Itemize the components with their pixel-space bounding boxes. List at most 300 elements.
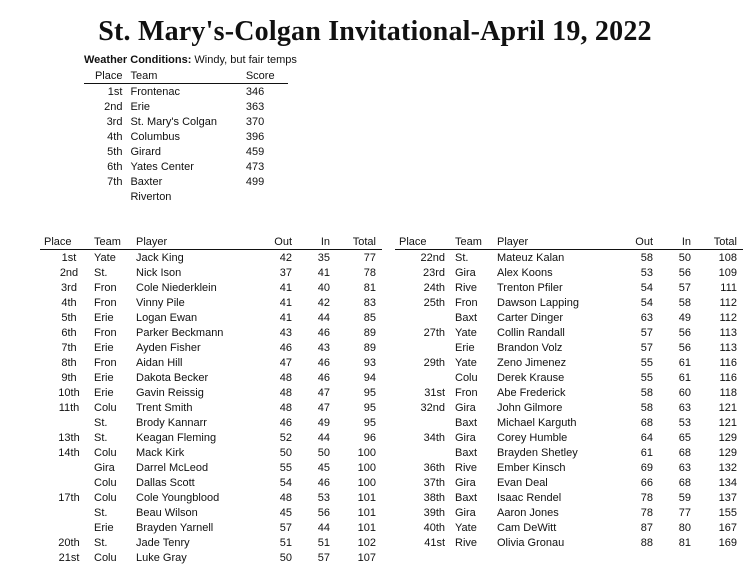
weather-value: Windy, but fair temps <box>194 54 297 66</box>
player-team-cell: St. <box>94 506 108 519</box>
player-in-cell: 58 <box>678 296 691 309</box>
player-total-cell: 81 <box>363 281 376 294</box>
player-team-cell: Colu <box>455 371 478 384</box>
player-place-cell <box>395 370 455 385</box>
player-team-cell: Colu <box>94 491 117 504</box>
player-total-cell: 83 <box>363 296 376 309</box>
player-team-cell: Rive <box>455 281 478 294</box>
player-place-cell: 34th <box>423 431 445 444</box>
player-out-cell: 46 <box>279 341 292 354</box>
player-team-cell: Colu <box>94 476 117 489</box>
player-out-cell: 48 <box>279 401 292 414</box>
player-name-cell: Corey Humble <box>497 431 568 444</box>
player-name-cell: Dawson Lapping <box>497 296 579 309</box>
team-name-cell: Erie <box>130 100 151 113</box>
player-place-cell <box>40 520 94 535</box>
player-team-cell: Fron <box>94 356 117 369</box>
player-team-cell: Yate <box>455 356 477 369</box>
player-place-cell: 4th <box>61 296 77 309</box>
team-name-cell: Frontenac <box>130 85 180 98</box>
player-row <box>395 460 743 475</box>
player-total-cell: 116 <box>719 356 737 369</box>
player-team-cell: Colu <box>94 551 117 564</box>
player-name-cell: John Gilmore <box>497 401 563 414</box>
player-in-cell: 49 <box>317 416 330 429</box>
player-out-cell: 55 <box>279 461 292 474</box>
team-score-cell: 459 <box>245 145 265 158</box>
player-name-cell: Brandon Volz <box>497 341 563 354</box>
player-total-cell: 132 <box>718 461 737 474</box>
player-team-cell: Erie <box>94 371 114 384</box>
player-total-cell: 101 <box>357 506 376 519</box>
player-out-cell: 78 <box>640 491 653 504</box>
player-row <box>395 385 743 400</box>
player-place-cell: 13th <box>58 431 80 444</box>
player-in-cell: 56 <box>678 266 691 279</box>
player-row <box>395 535 743 550</box>
player-out-cell: 41 <box>279 296 292 309</box>
player-out-cell: 63 <box>640 311 653 324</box>
player-name-cell: Brayden Shetley <box>497 446 578 459</box>
header-place: Place <box>40 235 94 250</box>
player-name-cell: Nick Ison <box>136 266 182 279</box>
player-row <box>40 385 382 400</box>
player-place-cell <box>395 415 455 430</box>
team-name-cell: Yates Center <box>130 160 194 173</box>
player-total-cell: 93 <box>363 356 376 369</box>
weather-conditions <box>84 54 297 66</box>
player-name-cell: Alex Koons <box>497 266 553 279</box>
player-out-cell: 57 <box>640 326 653 339</box>
player-out-cell: 88 <box>640 536 653 549</box>
player-total-cell: 94 <box>363 371 376 384</box>
player-in-cell: 53 <box>678 416 691 429</box>
player-total-cell: 129 <box>718 431 737 444</box>
player-place-cell: 20th <box>58 536 80 549</box>
header-score: Score <box>242 69 288 84</box>
player-place-cell: 38th <box>423 491 445 504</box>
player-row <box>40 355 382 370</box>
player-out-cell: 50 <box>279 551 292 564</box>
player-team-cell: Yate <box>94 251 116 264</box>
player-place-cell: 10th <box>58 386 80 399</box>
player-in-cell: 46 <box>317 326 330 339</box>
player-team-cell: St. <box>94 536 108 549</box>
player-out-cell: 54 <box>640 296 653 309</box>
player-total-cell: 108 <box>718 251 737 264</box>
player-in-cell: 46 <box>317 371 330 384</box>
player-place-cell <box>395 310 455 325</box>
player-place-cell: 7th <box>61 341 77 354</box>
player-name-cell: Michael Karguth <box>497 416 577 429</box>
player-place-cell: 5th <box>61 311 77 324</box>
player-out-cell: 54 <box>279 476 292 489</box>
player-in-cell: 80 <box>678 521 691 534</box>
player-team-cell: Fron <box>94 296 117 309</box>
player-row <box>40 370 382 385</box>
player-row <box>40 265 382 280</box>
player-place-cell: 39th <box>423 506 445 519</box>
player-row <box>40 400 382 415</box>
player-row <box>40 280 382 295</box>
player-row <box>40 460 382 475</box>
player-total-cell: 77 <box>363 251 376 264</box>
player-place-cell: 36th <box>423 461 445 474</box>
player-in-cell: 77 <box>678 506 691 519</box>
player-name-cell: Mateuz Kalan <box>497 251 565 264</box>
player-out-cell: 53 <box>640 266 653 279</box>
player-team-cell: Erie <box>94 341 114 354</box>
player-in-cell: 59 <box>678 491 691 504</box>
player-team-cell: Erie <box>455 341 475 354</box>
header-total: Total <box>340 235 382 250</box>
player-row <box>395 280 743 295</box>
player-total-cell: 118 <box>719 386 737 399</box>
player-out-cell: 55 <box>640 371 653 384</box>
player-total-cell: 155 <box>718 506 737 519</box>
player-in-cell: 44 <box>317 311 330 324</box>
player-in-cell: 44 <box>317 521 330 534</box>
team-place-cell <box>84 189 130 204</box>
team-name-cell: Girard <box>130 145 162 158</box>
player-in-cell: 45 <box>317 461 330 474</box>
player-total-cell: 102 <box>357 536 376 549</box>
player-place-cell: 11th <box>58 401 80 414</box>
player-place-cell: 32nd <box>420 401 445 414</box>
team-score-cell: 499 <box>245 175 265 188</box>
player-place-cell: 9th <box>61 371 77 384</box>
player-name-cell: Zeno Jimenez <box>497 356 567 369</box>
player-row <box>395 295 743 310</box>
player-out-cell: 42 <box>279 251 292 264</box>
player-name-cell: Ember Kinsch <box>497 461 566 474</box>
player-row <box>395 355 743 370</box>
player-team-cell: Colu <box>94 401 117 414</box>
team-place-cell: 4th <box>107 130 123 143</box>
player-team-cell: Gira <box>455 401 476 414</box>
player-name-cell: Logan Ewan <box>136 311 198 324</box>
player-place-cell: 21st <box>58 551 80 564</box>
player-out-cell: 48 <box>279 371 292 384</box>
team-row <box>84 144 288 159</box>
team-score-cell: 363 <box>245 100 265 113</box>
player-total-cell: 134 <box>718 476 737 489</box>
player-in-cell: 51 <box>317 536 330 549</box>
team-name-cell: Columbus <box>130 130 180 143</box>
player-team-cell: Colu <box>94 446 117 459</box>
player-place-cell: 17th <box>58 491 80 504</box>
header-player: Player <box>497 235 617 250</box>
player-team-cell: St. <box>94 416 108 429</box>
player-out-cell: 55 <box>640 356 653 369</box>
player-team-cell: Gira <box>455 476 476 489</box>
player-row <box>40 325 382 340</box>
player-name-cell: Cam DeWitt <box>497 521 557 534</box>
player-total-cell: 89 <box>363 326 376 339</box>
player-row <box>395 265 743 280</box>
player-out-cell: 58 <box>640 401 653 414</box>
player-row <box>395 430 743 445</box>
player-out-cell: 48 <box>279 491 292 504</box>
player-name-cell: Collin Randall <box>497 326 565 339</box>
player-name-cell: Dallas Scott <box>136 476 195 489</box>
team-score-cell: 396 <box>245 130 265 143</box>
player-row <box>40 475 382 490</box>
player-total-cell: 113 <box>719 341 737 354</box>
player-row <box>40 415 382 430</box>
player-total-cell: 107 <box>357 551 376 564</box>
player-team-cell: Erie <box>94 521 114 534</box>
player-place-cell: 25th <box>423 296 445 309</box>
player-row <box>40 535 382 550</box>
player-team-cell: Rive <box>455 536 478 549</box>
player-total-cell: 78 <box>363 266 376 279</box>
team-row <box>84 99 288 114</box>
player-team-cell: Erie <box>94 386 114 399</box>
player-place-cell: 41st <box>424 536 445 549</box>
player-row <box>395 445 743 460</box>
player-total-cell: 112 <box>719 311 737 324</box>
player-place-cell: 29th <box>423 356 445 369</box>
player-team-cell: Gira <box>94 461 115 474</box>
player-in-cell: 47 <box>317 386 330 399</box>
player-total-cell: 169 <box>718 536 737 549</box>
header-out: Out <box>617 235 663 250</box>
player-total-cell: 96 <box>363 431 376 444</box>
player-row <box>40 295 382 310</box>
team-name-cell: Riverton <box>130 190 172 203</box>
player-team-cell: Yate <box>455 326 477 339</box>
player-out-cell: 51 <box>279 536 292 549</box>
player-name-cell: Brody Kannarr <box>136 416 207 429</box>
player-team-cell: Fron <box>455 386 478 399</box>
player-row <box>40 520 382 535</box>
player-in-cell: 35 <box>317 251 330 264</box>
player-in-cell: 68 <box>678 446 691 459</box>
player-place-cell: 23rd <box>422 266 445 279</box>
player-name-cell: Jade Tenry <box>136 536 190 549</box>
player-out-cell: 54 <box>640 281 653 294</box>
player-name-cell: Jack King <box>136 251 184 264</box>
player-row <box>395 325 743 340</box>
player-place-cell <box>395 445 455 460</box>
player-total-cell: 129 <box>718 446 737 459</box>
player-name-cell: Derek Krause <box>497 371 565 384</box>
player-name-cell: Aidan Hill <box>136 356 183 369</box>
player-total-cell: 95 <box>363 416 376 429</box>
player-in-cell: 40 <box>317 281 330 294</box>
player-name-cell: Carter Dinger <box>497 311 564 324</box>
player-team-cell: Gira <box>455 266 476 279</box>
player-team-cell: Baxt <box>455 446 478 459</box>
player-name-cell: Parker Beckmann <box>136 326 224 339</box>
player-row <box>395 505 743 520</box>
player-in-cell: 42 <box>317 296 330 309</box>
header-total: Total <box>701 235 743 250</box>
player-in-cell: 41 <box>317 266 330 279</box>
player-place-cell <box>395 340 455 355</box>
player-place-cell: 27th <box>423 326 445 339</box>
team-place-cell: 1st <box>107 85 123 98</box>
player-row <box>395 370 743 385</box>
player-total-cell: 121 <box>718 416 737 429</box>
player-out-cell: 41 <box>279 281 292 294</box>
player-team-cell: Baxt <box>455 311 478 324</box>
player-total-cell: 95 <box>363 401 376 414</box>
weather-label: Weather Conditions: <box>84 54 192 66</box>
player-total-cell: 85 <box>363 311 376 324</box>
team-results-header <box>84 69 288 84</box>
player-in-cell: 44 <box>317 431 330 444</box>
player-name-cell: Luke Gray <box>136 551 187 564</box>
player-place-cell: 31st <box>424 386 445 399</box>
player-in-cell: 65 <box>678 431 691 444</box>
team-row <box>84 174 288 189</box>
player-team-cell: St. <box>455 251 469 264</box>
player-in-cell: 61 <box>678 371 691 384</box>
player-place-cell <box>40 415 94 430</box>
player-name-cell: Darrel McLeod <box>136 461 209 474</box>
player-total-cell: 113 <box>719 326 737 339</box>
player-row <box>40 490 382 505</box>
player-in-cell: 49 <box>678 311 691 324</box>
player-name-cell: Gavin Reissig <box>136 386 204 399</box>
team-place-cell: 6th <box>107 160 123 173</box>
player-in-cell: 46 <box>317 356 330 369</box>
player-out-cell: 46 <box>279 416 292 429</box>
player-row <box>40 430 382 445</box>
player-out-cell: 68 <box>640 416 653 429</box>
player-team-cell: Fron <box>94 281 117 294</box>
player-out-cell: 41 <box>279 311 292 324</box>
player-total-cell: 95 <box>363 386 376 399</box>
player-team-cell: Gira <box>455 431 476 444</box>
player-in-cell: 57 <box>317 551 330 564</box>
player-place-cell <box>40 505 94 520</box>
player-in-cell: 47 <box>317 401 330 414</box>
player-row <box>395 415 743 430</box>
player-row <box>395 310 743 325</box>
player-total-cell: 167 <box>718 521 737 534</box>
player-name-cell: Trenton Pfiler <box>497 281 563 294</box>
player-total-cell: 100 <box>357 461 376 474</box>
player-row <box>40 505 382 520</box>
player-out-cell: 43 <box>279 326 292 339</box>
player-team-cell: Fron <box>94 326 117 339</box>
player-out-cell: 57 <box>640 341 653 354</box>
player-team-cell: Baxt <box>455 416 478 429</box>
header-in: In <box>663 235 701 250</box>
team-row <box>84 84 288 100</box>
player-row <box>40 250 382 266</box>
player-row <box>395 475 743 490</box>
player-name-cell: Evan Deal <box>497 476 548 489</box>
player-name-cell: Mack Kirk <box>136 446 185 459</box>
player-out-cell: 50 <box>279 446 292 459</box>
player-total-cell: 101 <box>357 491 376 504</box>
player-total-cell: 89 <box>363 341 376 354</box>
player-name-cell: Ayden Fisher <box>136 341 201 354</box>
player-out-cell: 69 <box>640 461 653 474</box>
player-row <box>40 445 382 460</box>
player-in-cell: 57 <box>678 281 691 294</box>
player-out-cell: 66 <box>640 476 653 489</box>
player-team-cell: Gira <box>455 506 476 519</box>
player-in-cell: 81 <box>678 536 691 549</box>
player-place-cell: 14th <box>58 446 80 459</box>
team-name-cell: St. Mary's Colgan <box>130 115 217 128</box>
player-name-cell: Keagan Fleming <box>136 431 217 444</box>
player-in-cell: 63 <box>678 401 691 414</box>
player-team-cell: Yate <box>455 521 477 534</box>
player-place-cell: 24th <box>423 281 445 294</box>
individual-results-right <box>395 235 743 550</box>
team-name-cell: Baxter <box>130 175 163 188</box>
header-place: Place <box>84 69 130 84</box>
player-in-cell: 60 <box>678 386 691 399</box>
team-score-cell: 370 <box>245 115 265 128</box>
player-team-cell: Fron <box>455 296 478 309</box>
player-in-cell: 63 <box>678 461 691 474</box>
player-total-cell: 112 <box>719 296 737 309</box>
team-place-cell: 7th <box>107 175 123 188</box>
player-name-cell: Abe Frederick <box>497 386 566 399</box>
player-row <box>395 250 743 266</box>
player-place-cell <box>40 475 94 490</box>
team-score-cell: 473 <box>245 160 265 173</box>
individual-header-right <box>395 235 743 250</box>
team-results-table <box>84 69 288 204</box>
player-place-cell: 6th <box>61 326 77 339</box>
player-in-cell: 56 <box>317 506 330 519</box>
player-in-cell: 53 <box>317 491 330 504</box>
player-total-cell: 116 <box>719 371 737 384</box>
player-in-cell: 56 <box>678 326 691 339</box>
player-in-cell: 50 <box>317 446 330 459</box>
player-out-cell: 87 <box>640 521 653 534</box>
player-team-cell: Rive <box>455 461 478 474</box>
player-name-cell: Aaron Jones <box>497 506 559 519</box>
header-team: Team <box>455 235 497 250</box>
player-total-cell: 100 <box>357 476 376 489</box>
player-total-cell: 100 <box>357 446 376 459</box>
player-in-cell: 68 <box>678 476 691 489</box>
player-out-cell: 58 <box>640 386 653 399</box>
player-place-cell: 3rd <box>61 281 77 294</box>
player-out-cell: 57 <box>279 521 292 534</box>
team-score-cell: 346 <box>245 85 265 98</box>
player-row <box>40 310 382 325</box>
team-row <box>84 129 288 144</box>
player-out-cell: 45 <box>279 506 292 519</box>
player-out-cell: 58 <box>640 251 653 264</box>
player-name-cell: Beau Wilson <box>136 506 198 519</box>
player-in-cell: 46 <box>317 476 330 489</box>
header-team: Team <box>130 69 241 84</box>
player-total-cell: 121 <box>718 401 737 414</box>
team-row <box>84 114 288 129</box>
individual-header-left <box>40 235 382 250</box>
team-score-cell <box>242 189 288 204</box>
player-place-cell: 40th <box>423 521 445 534</box>
player-row <box>40 340 382 355</box>
player-out-cell: 78 <box>640 506 653 519</box>
player-in-cell: 61 <box>678 356 691 369</box>
player-name-cell: Olivia Gronau <box>497 536 565 549</box>
team-row <box>84 189 288 204</box>
team-place-cell: 3rd <box>106 115 123 128</box>
header-out: Out <box>256 235 302 250</box>
